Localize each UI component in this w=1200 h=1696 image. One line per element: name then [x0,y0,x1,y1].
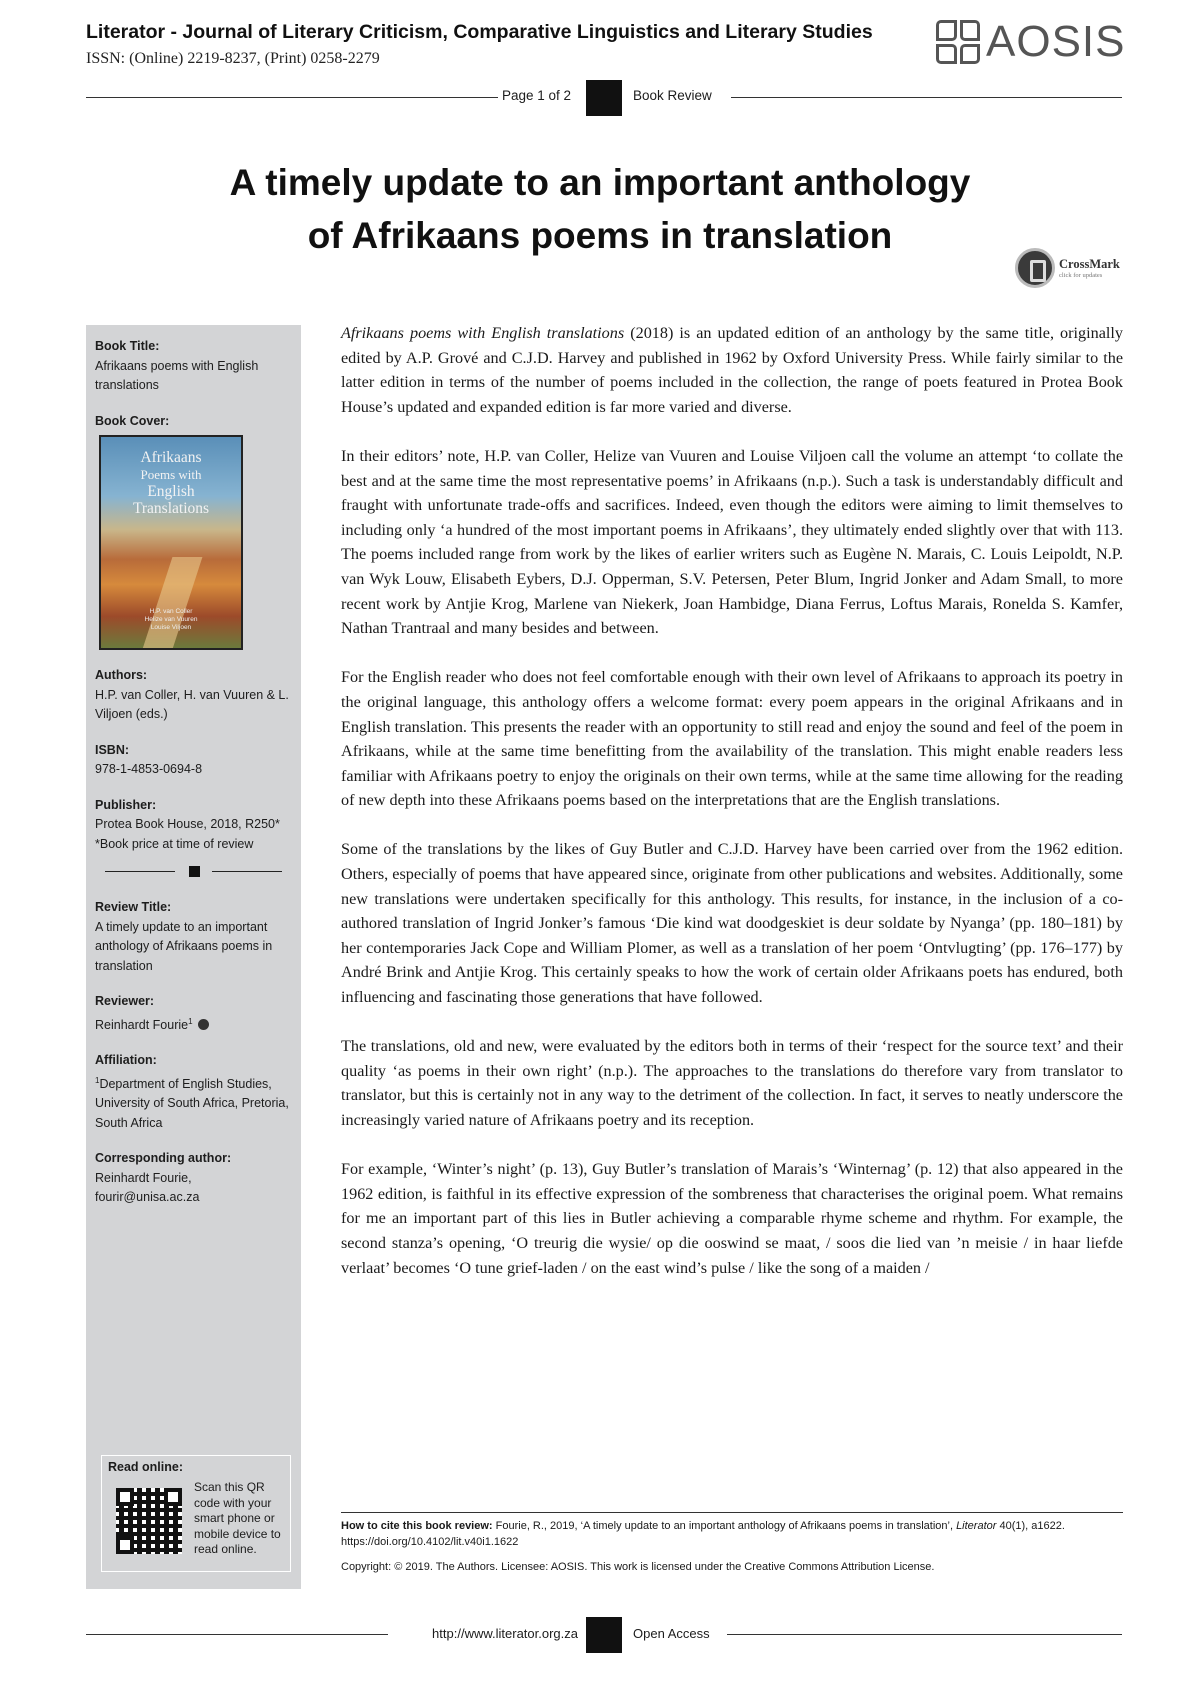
open-access-label: Open Access [633,1626,710,1641]
article-title-line: A timely update to an important anthology [229,162,971,203]
price-note: *Book price at time of review [95,836,254,851]
orcid-icon[interactable] [198,1019,209,1030]
read-online-box [101,1455,291,1572]
qr-instructions: Scan this QR code with your smart phone or mobile device to read online. [194,1480,281,1556]
cite-journal: Literator [956,1520,997,1532]
citation-block [341,1512,1123,1576]
body-paragraph [341,321,1123,419]
authors: H.P. van Coller, H. van Vuuren & L. Viljoen (eds.) [95,687,289,721]
body-paragraph: For the English reader who does not feel comfortable enough with their own level of Afrikaans to approach its poetry in the original language, this anthology offers a welcome format: every poem appears in the original Afrikaans and in English translation. This presents the reader with an opportunity to still read and enjoy the sound and feel of the poem in Afrikaans, while at the same time benefitting from the availability of the translation. This might enable readers less familiar with Afrikaans poetry to enjoy the originals on their own terms, while at the same time allowing for the reading of new depth into these Afrikaans poems based on the interpretations that are the English translations. [341,668,1123,810]
book-title-italic: Afrikaans poems with English translations [341,324,625,342]
header-square [586,80,622,116]
affiliation-marker: 1 [188,1016,193,1026]
affiliation-label: Affiliation: [95,1053,157,1068]
aosis-logo-icon [936,20,980,64]
corresponding-label: Corresponding author: [95,1151,232,1166]
cite-text: Fourie, R., 2019, ‘A timely update to an important anthology of Afrikaans poems in translation’, [492,1520,957,1532]
affiliation-text: Department of English Studies, University of South Africa, Pretoria, South Africa [95,1076,289,1130]
publisher: Protea Book House, 2018, R250* [95,817,280,831]
cite-label: How to cite this book review: [341,1520,493,1532]
crossmark-icon [1015,248,1055,288]
book-cover-image [99,435,243,650]
page-bar [86,80,1122,116]
body-paragraph: The translations, old and new, were evaluated by the editors both in terms of their ‘respect for the source text’ and their quality ‘as poems in their own right’ (n.p.). The approaches to the translations do therefore vary from translator to translator, but this is certainly not in any way to the detriment of the collection. In fact, it serves to neatly underscore the increasingly varied nature of Afrikaans poetry and its reception. [341,1037,1123,1129]
road-illustration [142,557,203,650]
logo-text: AOSIS [986,17,1126,66]
cover-authors [101,608,241,632]
affiliation [95,1071,292,1134]
issn: ISSN: (Online) 2219-8237, (Print) 0258-2279 [86,50,380,67]
book-info-sidebar [86,325,301,1589]
divider-line [731,97,1122,98]
copyright: Copyright: © 2019. The Authors. Licensee: AOSIS. This work is licensed under the Creative Commons Attribution License. [341,1561,935,1573]
book-title: Afrikaans poems with English translations [95,358,259,392]
section-label: Book Review [633,88,712,103]
divider-line [727,1634,1122,1635]
cover-author: Helize van Vuuren [144,616,198,623]
page-number: Page 1 of 2 [501,88,571,103]
cover-author: H.P. van Coller [149,608,193,615]
book-title-label: Book Title: [95,339,160,353]
cover-author: Louise Viljoen [150,624,192,631]
cover-title-line: Afrikaans [140,449,202,466]
journal-url-link[interactable]: http://www.literator.org.za [432,1626,578,1641]
reviewer-name: Reinhardt Fourie [95,1017,189,1032]
corresponding-email[interactable]: fourir@unisa.ac.za [95,1190,200,1205]
body-paragraph: In their editors’ note, H.P. van Coller, Helize van Vuuren and Louise Viljoen call the volume an attempt ‘to collate the best and at the same time the most representative poems’ in Afrikaans (n.p.). Such a task is understandably difficult and fraught with unfortunate trade-offs and sacrifices. Indeed, even though the editors were aiming to limit themselves to including only ‘a hundred of the most important poems in Afrikaans’, they ultimately ended slightly over that with 113. The poems included range from work by the likes of earlier writers such as Eugène N. Marais, C. Louis Leipoldt, N.P. van Wyk Louw, Elisabeth Eybers, D.J. Opperman, S.V. Petersen, Peter Blum, Ingrid Jonker and Adam Small, to more recent work by Antjie Krog, Marlene van Niekerk, Joan Hambidge, Diana Ferrus, Loftus Marais, Ronelda S. Kamfer, Nathan Trantraal and many besides and between. [341,446,1123,638]
cover-title [101,449,241,517]
reviewer-label: Reviewer: [95,994,155,1008]
journal-title: Literator - Journal of Literary Criticism, Comparative Linguistics and Literary Studies [86,21,873,43]
reviewer [95,1012,292,1036]
crossmark-button[interactable] [1015,248,1120,288]
review-body [341,321,1123,1280]
isbn-label: ISBN: [95,742,130,757]
page-footer [86,1617,1122,1653]
authors-label: Authors: [95,668,148,682]
article-title-line: of Afrikaans poems in translation [307,215,893,256]
divider-line [86,1634,388,1635]
how-to-cite [341,1519,1123,1550]
qr-code-icon[interactable] [110,1482,188,1560]
corresponding-name: Reinhardt Fourie, [95,1170,192,1185]
cover-title-line: English [147,483,195,500]
review-title: A timely update to an important anthology of Afrikaans poems in translation [95,919,273,973]
crossmark-label: CrossMark [1059,257,1120,271]
book-cover-label: Book Cover: [95,413,170,428]
body-paragraph: Some of the translations by the likes of Guy Butler and C.J.D. Harvey have been carried over from the 1962 edition. Others, especially of poems that have appeared since, originate from other publications and websites. Additionally, some new translations were undertaken specifically for this anthology. This results, for instance, in the inclusion of a co-authored translation of Ingrid Jonker’s famous ‘Die kind wat doodgeskiet is deur soldate by Nyanga’ (pp. 180–181) by her contemporaries Jack Cope and William Plomer, as well as a translation of her poem ‘Ontvlugting’ (pp. 176–177) by André Brink and Antjie Krog. This certainly speaks to how the work of certain older Afrikaans poets has endured, both influencing and fascinating those generations that have followed. [341,840,1123,1007]
review-title-label: Review Title: [95,900,172,914]
crossmark-sublabel: click for updates [1059,272,1103,279]
publisher-label: Publisher: [95,797,157,812]
affiliation-marker: 1 [95,1075,100,1085]
body-paragraph: For example, ‘Winter’s night’ (p. 13), Guy Butler’s translation of Marais’s ‘Winternag’ (p. 12) that also appeared in the 1962 edition, is faithful in its effective expression of the sombreness that characterises the original poem. What remains for me an important part of this lies in Butler achieving a comparable rhyme scheme and rhythm. For example, the second stanza’s opening, ‘O treurig die wysie/ op die ooswind se maat, / soos die lied van ’n meisie / in haar liefde verlaat’ becomes ‘O tune grief-laden / on the east wind’s pulse / like the song of a maiden / [341,1160,1123,1277]
isbn: 978-1-4853-0694-8 [95,762,203,776]
cover-title-line: Translations [132,500,210,517]
cover-title-line: Poems with [140,467,202,482]
cite-doi[interactable]: 40(1), a1622. https://doi.org/10.4102/lit.v40i1.1622 [341,1520,1065,1548]
article-title [100,156,1100,262]
section-divider [95,862,292,882]
read-online-label: Read online: [108,1460,184,1474]
publisher-logo[interactable] [936,17,1126,66]
footer-square [586,1617,622,1653]
paragraph-text: (2018) is an updated edition of an anthology by the same title, originally edited by A.P. Grové and C.J.D. Harvey and published in 1962 by Oxford University Press. While fairly similar to the latter edition in terms of the number of poems included in the collection, the range of poets featured in Protea Book House’s updated and expanded edition is far more varied and diverse. [341,324,1123,416]
